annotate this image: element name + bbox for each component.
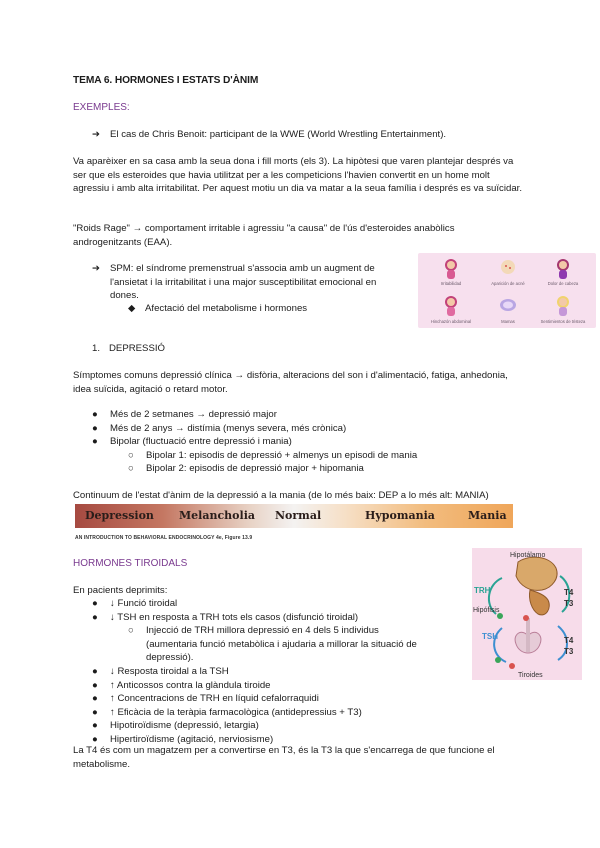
figure-label: Hinchazón abdominal <box>430 319 472 324</box>
list-item <box>92 679 472 693</box>
woman-icon <box>445 259 457 279</box>
bullet-icon: ● <box>92 598 98 609</box>
acne-icon <box>501 260 515 274</box>
arrow-bullet-icon: ➔ <box>92 129 101 140</box>
list-item <box>92 706 472 720</box>
pituitary-shape <box>529 590 549 615</box>
thyroid-axis-figure <box>472 548 582 680</box>
section-heading-thyroid: HORMONES TIROIDALS <box>73 558 188 569</box>
abdomen-icon <box>445 296 457 316</box>
spm-symptoms-illustration <box>418 253 596 328</box>
list-text: Més de 2 setmanes → depressió major <box>110 409 277 420</box>
mood-scale-bar <box>75 504 513 528</box>
paragraph: Va aparèixer en sa casa amb la seua dona i fill morts (els 3). La hipòtesi que varen plantejar després va ser que els esteroides que havia utilitzat per a les competicions l'havien convertit en un home molt agressiu i amb alta irritabilitat. Per aquest motiu un dia va matar a la seua família i després es va suïcidar. <box>73 156 522 195</box>
breast-icon <box>500 299 516 311</box>
list-item <box>92 128 532 142</box>
figure-label: Hipotálamo <box>510 552 546 559</box>
bullet-icon: ● <box>92 733 98 745</box>
mood-label: Normal <box>275 509 322 523</box>
list-text: ↓ TSH en resposta a TRH tots els casos (disfunció tiroidal) <box>110 611 359 623</box>
mood-label: Melancholia <box>179 509 255 523</box>
section-title: DEPRESSIÓ <box>109 343 165 354</box>
list-text: Hipotiroïdisme (depressió, letargia) <box>110 720 259 732</box>
list-item <box>92 665 472 679</box>
list-text: Bipolar (fluctuació entre depressió i mania) <box>110 436 292 448</box>
circle-bullet-icon: ○ <box>128 463 134 475</box>
bullet-icon: ● <box>92 665 98 677</box>
bullet-icon: ● <box>92 706 98 718</box>
spm-text: SPM: el síndrome premenstrual s'associa amb un augment de l'ansietat i la irritabilitat i una major susceptibilitat emocional en dones. <box>110 263 377 302</box>
list-text: ↓ Resposta tiroidal a la TSH <box>110 665 229 677</box>
spm-symptoms-figure <box>418 253 596 328</box>
list-item <box>92 449 532 463</box>
bullet-icon: ● <box>92 679 98 691</box>
list-text: Bipolar 2: episodis de depressió major + hipomania <box>146 463 364 475</box>
thyroid-list <box>92 597 472 747</box>
bullet-icon: ● <box>92 409 98 420</box>
circle-bullet-icon: ○ <box>128 625 134 637</box>
figure-label: T3 <box>564 599 574 608</box>
diamond-bullet-icon: ◆ <box>128 303 136 314</box>
list-item <box>92 435 532 449</box>
figure-label: Irritabilidad <box>440 281 462 286</box>
arrow-bullet-icon: ➔ <box>92 263 101 274</box>
list-item <box>92 408 532 422</box>
figure-label: T4 <box>564 636 574 645</box>
list-item <box>92 611 472 625</box>
list-item <box>92 262 394 303</box>
list-item <box>92 692 472 706</box>
spm-sub-text: Afectació del metabolisme i hormones <box>145 303 308 314</box>
figure-label: Dolor de cabeza <box>547 281 579 286</box>
sadness-icon <box>557 296 569 316</box>
bullet-icon: ● <box>92 611 98 623</box>
bullet-icon: ● <box>92 693 98 705</box>
figure-label: Mamas <box>501 319 515 324</box>
mood-label: Depression <box>85 509 154 523</box>
list-item <box>92 597 472 611</box>
bullet-icon: ● <box>92 720 98 732</box>
list-item <box>128 302 388 316</box>
paragraph: "Roids Rage" → comportament irritable i agressiu "a causa" de l'ús d'esteroides anabòlics androgenitzants (EAA). <box>73 223 455 248</box>
list-item <box>92 719 472 733</box>
section-heading-examples: EXEMPLES: <box>73 102 130 113</box>
plus-indicator-icon <box>495 657 501 663</box>
paragraph: Continuum de l'estat d'ànim de la depressió a la mania (de lo més baix: DEP a lo més alt: MANIA) <box>73 490 489 501</box>
list-text: ↓ Funció tiroidal <box>110 598 178 609</box>
mood-label: Mania <box>468 509 507 523</box>
list-text: Injecció de TRH millora depressió en 4 dels 5 individus (aumentaria funció metabòlica i ajudaria a millorar la situació de depressió). <box>146 625 417 664</box>
list-item <box>92 422 532 436</box>
list-text: ↑ Eficàcia de la teràpia farmacològica (antidepressius + T3) <box>110 706 362 718</box>
figure-label: Sentimientos de tristeza <box>540 319 586 324</box>
trachea-shape <box>526 618 530 652</box>
list-text: Bipolar 1: episodis de depressió + almenys un episodi de mania <box>146 449 418 461</box>
circle-bullet-icon: ○ <box>128 449 134 461</box>
list-text: ↑ Anticossos contra la glàndula tiroide <box>110 679 271 691</box>
bullet-icon: ● <box>92 436 98 448</box>
paragraph: Símptomes comuns depressió clínica → disfòria, alteracions del son i d'alimentació, fatiga, anhedonia, idea suïcida, agitació o retard motor. <box>73 370 508 395</box>
figure-label: T3 <box>564 647 574 656</box>
section-number: 1. <box>92 343 101 354</box>
figure-label: TSH <box>482 632 498 641</box>
paragraph: En pacients deprimits: <box>73 585 168 596</box>
page-title: TEMA 6. HORMONES I ESTATS D'ÀNIM <box>73 75 259 86</box>
example-bullet-text: El cas de Chris Benoit: participant de la WWE (World Wrestling Entertainment). <box>110 129 447 140</box>
section-heading-depression <box>92 342 165 356</box>
mood-label: Hypomania <box>365 509 435 523</box>
figure-label: TRH <box>474 586 491 595</box>
paragraph: La T4 és com un magatzem per a convertirse en T3, és la T3 la que s'encarrega de que funcione el metabolisme. <box>73 745 495 770</box>
figure-label: Hipófisis <box>473 607 500 614</box>
figure-caption: AN INTRODUCTION TO BEHAVIORAL ENDOCRINOLOGY 4e, Figure 13.9 <box>75 535 253 541</box>
bullet-icon: ● <box>92 422 98 434</box>
list-text: Més de 2 anys → distímia (menys severa, més crònica) <box>110 422 347 434</box>
headache-icon <box>557 259 569 279</box>
figure-label: T4 <box>564 588 574 597</box>
list-text: Hipertiroïdisme (agitació, nerviosisme) <box>110 733 274 745</box>
minus-indicator-icon <box>523 615 529 621</box>
list-item <box>92 624 428 665</box>
depression-list <box>92 408 532 476</box>
list-text: ↑ Concentracions de TRH en líquid cefalorraquidi <box>110 693 319 705</box>
figure-label: Tiroides <box>518 672 543 679</box>
minus-indicator-icon <box>509 663 515 669</box>
figure-label: Aparición de acné <box>491 281 525 286</box>
list-item <box>92 462 532 476</box>
